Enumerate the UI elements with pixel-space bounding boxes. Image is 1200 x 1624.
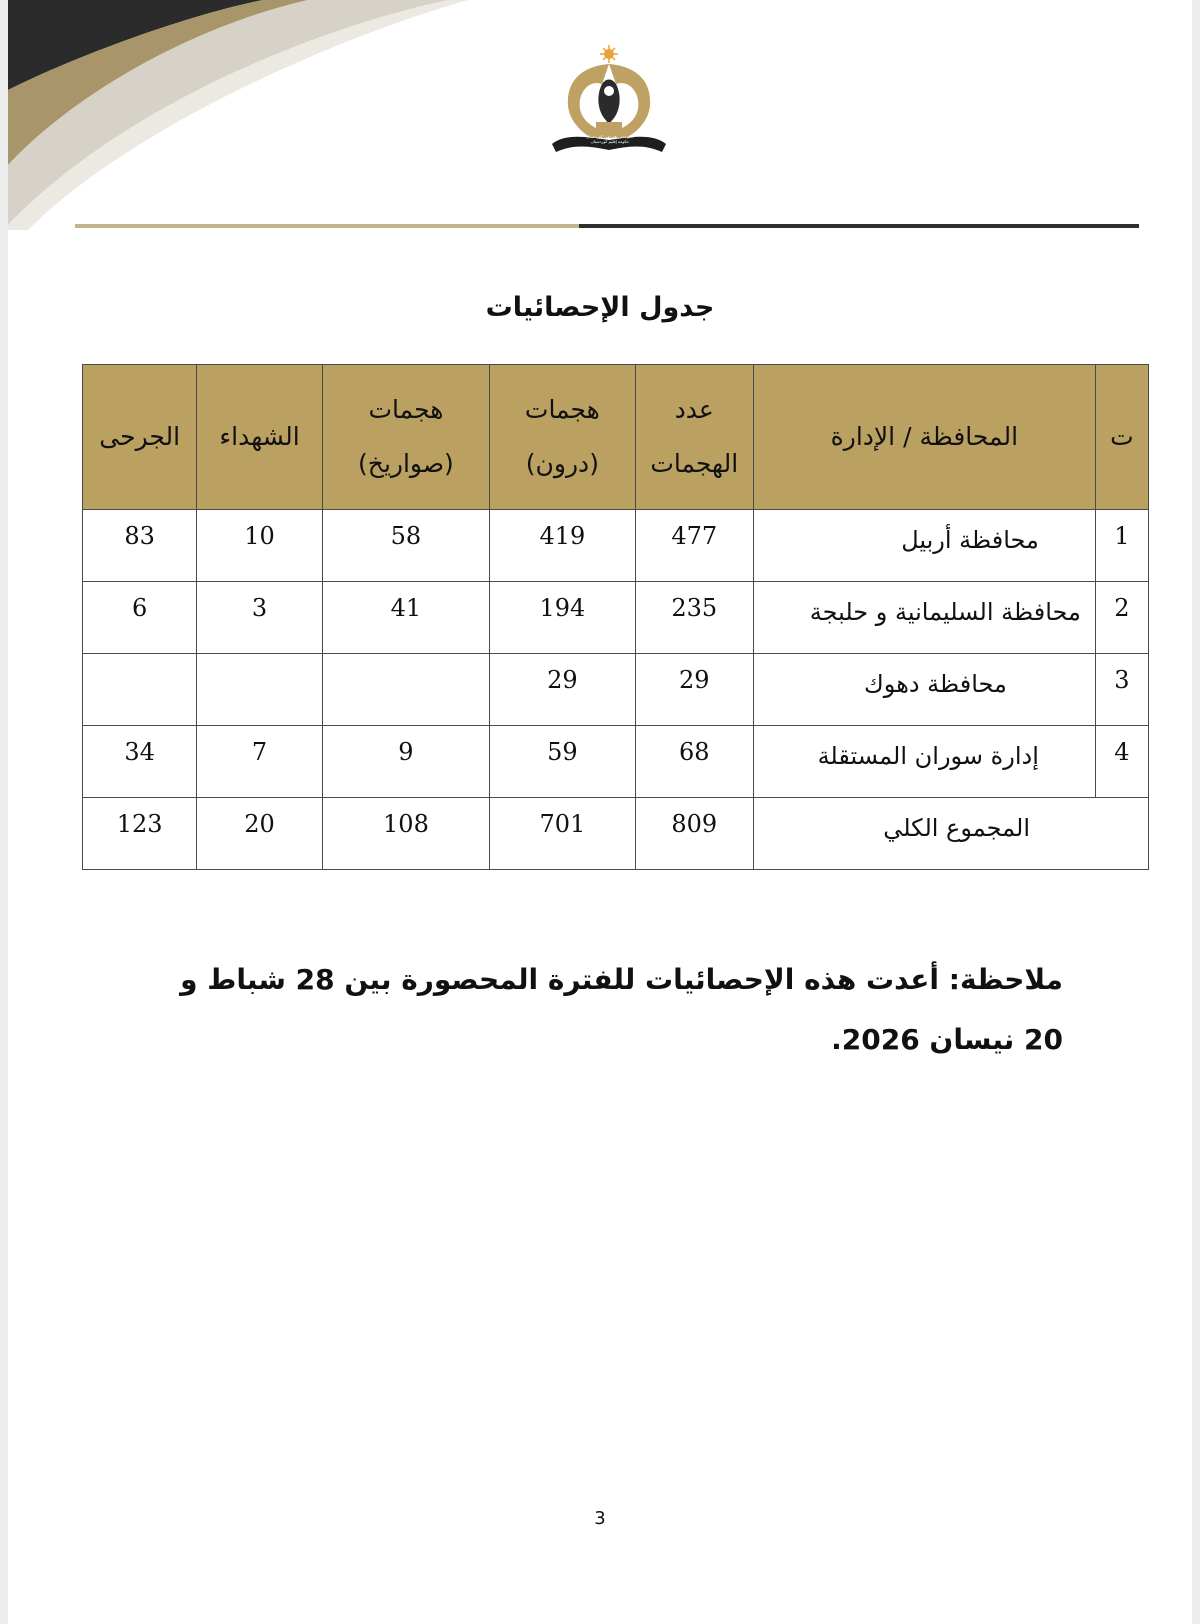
cell-drones: 194: [490, 582, 635, 654]
statistics-table: [82, 364, 1149, 870]
cell-attacks: 477: [635, 510, 753, 582]
table-row: [83, 654, 1149, 726]
cell-total-missiles: 108: [322, 798, 489, 870]
header-rule-gold: [75, 224, 579, 228]
cell-missiles: 58: [322, 510, 489, 582]
corner-swoosh-decoration: [8, 0, 468, 230]
header-attacks: عدد الهجمات: [635, 365, 753, 510]
cell-governorate: إدارة سوران المستقلة: [753, 726, 1095, 798]
header-index: ت: [1095, 365, 1148, 510]
cell-drones: 419: [490, 510, 635, 582]
page-number: 3: [594, 1508, 606, 1529]
header-drones: هجمات (درون): [490, 365, 635, 510]
emblem-lettering: حكومەتی هەرێمی کوردستان حكومة إقليم كوردستان: [586, 134, 634, 144]
cell-total-drones: 701: [490, 798, 635, 870]
cell-missiles: [322, 654, 489, 726]
header-missiles: هجمات (صواريخ): [322, 365, 489, 510]
cell-missiles: 41: [322, 582, 489, 654]
cell-drones: 29: [490, 654, 635, 726]
cell-attacks: 29: [635, 654, 753, 726]
page-title: جدول الإحصائيات: [485, 292, 715, 323]
cell-index: 1: [1095, 510, 1148, 582]
table-row: [83, 582, 1149, 654]
cell-governorate: محافظة أربيل: [753, 510, 1095, 582]
cell-wounded: 6: [83, 582, 197, 654]
cell-governorate: محافظة دهوك: [753, 654, 1095, 726]
cell-index: 4: [1095, 726, 1148, 798]
table-header-row: [83, 365, 1149, 510]
cell-martyrs: 7: [197, 726, 322, 798]
cell-index: 2: [1095, 582, 1148, 654]
cell-martyrs: [197, 654, 322, 726]
cell-total-martyrs: 20: [197, 798, 322, 870]
cell-martyrs: 3: [197, 582, 322, 654]
cell-governorate: محافظة السليمانية و حلبجة: [753, 582, 1095, 654]
cell-wounded: [83, 654, 197, 726]
cell-total-attacks: 809: [635, 798, 753, 870]
table-row: [83, 510, 1149, 582]
cell-total-wounded: 123: [83, 798, 197, 870]
cell-missiles: 9: [322, 726, 489, 798]
cell-total-label: المجموع الكلي: [753, 798, 1148, 870]
header-rule-dark: [579, 224, 1139, 228]
document-page: [8, 0, 1192, 1624]
footnote: ملاحظة: أعدت هذه الإحصائيات للفترة المحصورة بين 28 شباط و 20 نيسان 2026.: [180, 963, 1063, 1056]
header-governorate: المحافظة / الإدارة: [753, 365, 1095, 510]
cell-index: 3: [1095, 654, 1148, 726]
cell-martyrs: 10: [197, 510, 322, 582]
header-martyrs: الشهداء: [197, 365, 322, 510]
cell-attacks: 68: [635, 726, 753, 798]
header-wounded: الجرحى: [83, 365, 197, 510]
table-row: [83, 726, 1149, 798]
cell-wounded: 83: [83, 510, 197, 582]
cell-attacks: 235: [635, 582, 753, 654]
table-total-row: [83, 798, 1149, 870]
cell-wounded: 34: [83, 726, 197, 798]
cell-drones: 59: [490, 726, 635, 798]
